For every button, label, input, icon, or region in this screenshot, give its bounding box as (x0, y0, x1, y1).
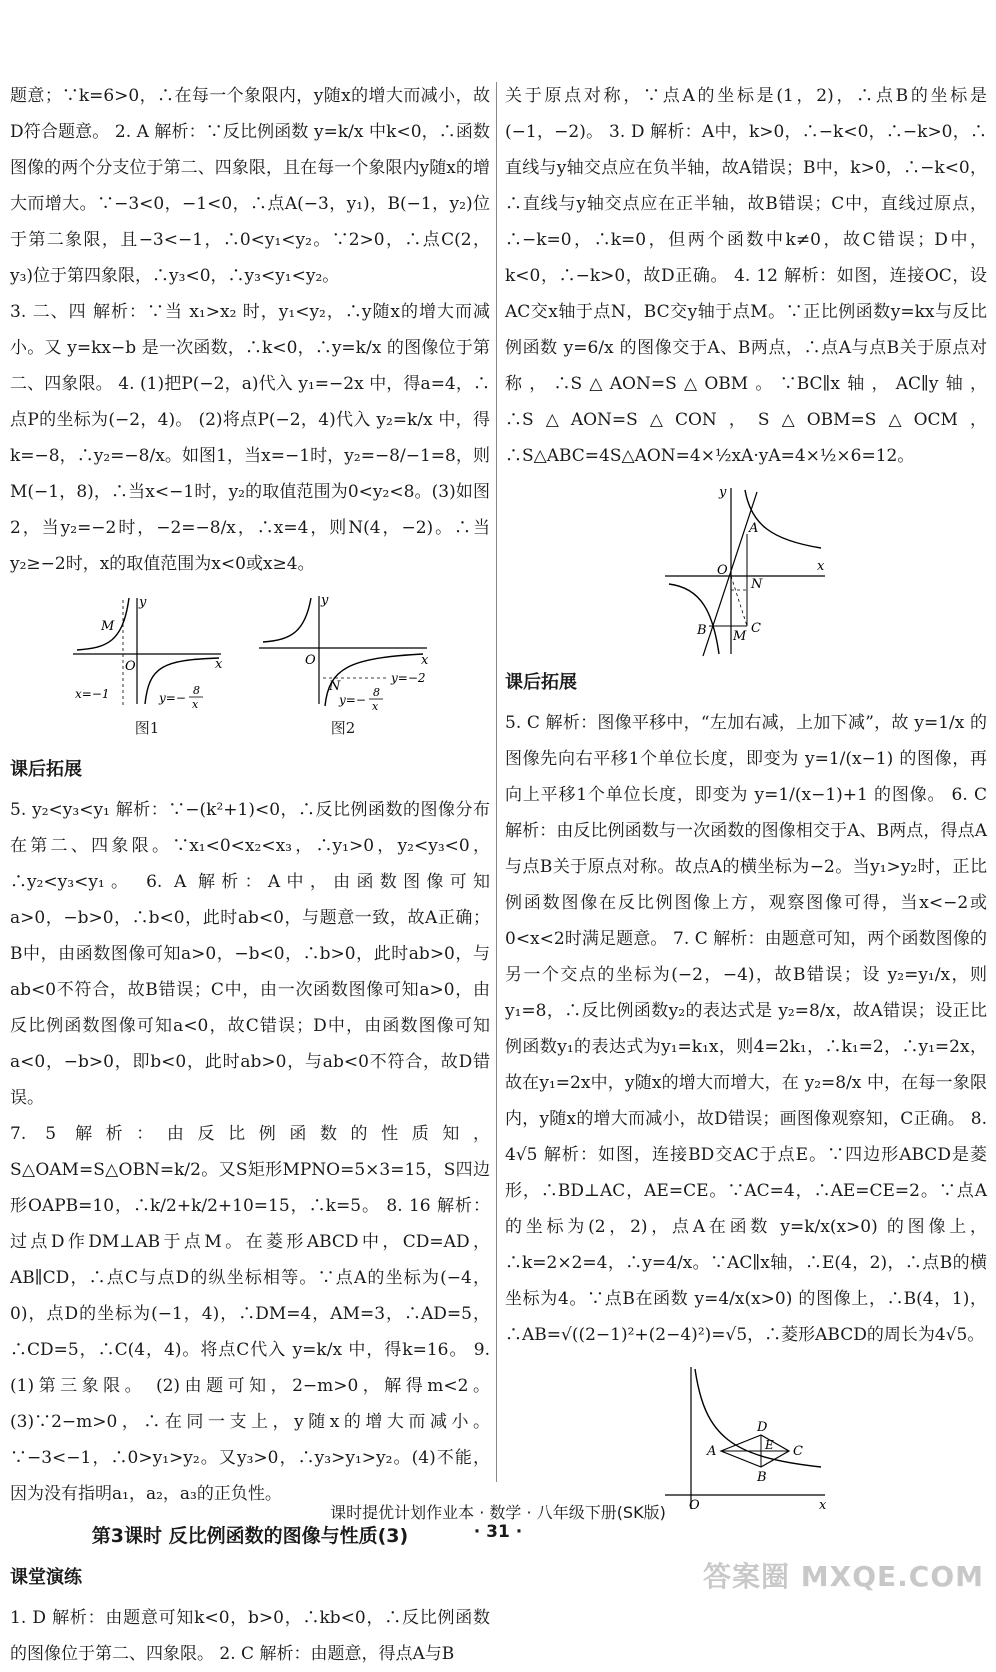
figabc-a-label: A (749, 521, 759, 536)
figure-2 (253, 592, 433, 746)
figure-2-caption: 图2 (330, 719, 356, 737)
answer-paragraph: 1. D 解析：由题意可知k<0，b>0，∴kb<0，∴反比例函数的图像位于第二、四象限。 2. C 解析：由题意，得点A与B (10, 1608, 490, 1664)
figrh-e-label: E (765, 1438, 774, 1452)
fig2-y-eq-right: y=−2 (391, 671, 426, 685)
section-heading-kehou-right: 课后拓展 (505, 672, 577, 693)
figure-row (10, 592, 490, 746)
figure-1-caption: 图1 (134, 719, 160, 737)
answer-paragraph: 5. y₂<y₃<y₁ 解析：∵−(k²+1)<0，∴反比例函数的图像分布在第二、四象限。∵x₁<0<x₂<x₃，∴y₁>0，y₂<y₃<0，∴y₂<y₃<y₁。 6. A 解析：A中，由函数图像可知a>0，−b>0，∴b<0，此时ab<0，与题意一致，故A正确；B中，由函数图像可知a>0，−b<0，∴b>0，此时ab>0，与ab<0不符合，故B错误；C中，由一次函数图像可知a>0，由反比例函数图像可知a<0，故C错误；D中，由函数图像可知a<0，−b>0，即b<0，此时ab>0，与ab<0不符合，故D错误。 (10, 800, 490, 1108)
figabc-c-label: C (751, 621, 761, 636)
fig2-y-eq-label: y=− (339, 693, 366, 707)
answer-paragraph: 3. 二、四 解析：∵当 x₁>x₂ 时，y₁<y₂，∴y随x的增大而减小。又 y=kx−b 是一次函数，∴k<0，∴y=k/x 的图像位于第二、四象限。 4. (1)把P(−2，a)代入 y₁=−2x 中，得a=4，∴点P的坐标为(−2，4)。 (2)将点P(−2，4)代入 y₂=k/x 中，得k=−8，∴y₂=−8/x。如图1，当x=−1时，y₂=−8/−1=8，则M(−1，8)，∴当x<−1时，y₂的取值范围为0<y₂<8。(3)如图2，当y₂=−2时，−2=−8/x，∴x=4，则N(4，−2)。∴当y₂≥−2时，x的取值范围为x<0或x≥4。 (10, 302, 490, 574)
figabc-origin-label: O (717, 563, 728, 578)
figabc-b-label: B (697, 623, 707, 638)
fig2-x-label: x (421, 653, 429, 668)
fig2-y-label: y (321, 593, 329, 608)
figrh-c-label: C (793, 1444, 803, 1459)
section-heading-ketang: 课堂演练 (10, 1567, 82, 1588)
fig2-n-label: N (329, 679, 341, 694)
figabc-m-label: M (733, 629, 747, 644)
watermark-logo: 答案圈 MXQE.COM (703, 1560, 984, 1593)
fig2-origin-label: O (305, 653, 316, 668)
figure-1 (67, 592, 227, 746)
fig1-frac-num: 8 (193, 684, 200, 697)
fig1-origin-label: O (125, 659, 136, 674)
figure-1-graph (67, 592, 227, 712)
fig2-frac-num: 8 (373, 686, 380, 699)
figrh-a-label: A (707, 1444, 717, 1459)
answer-paragraph: 关于原点对称，∵点A的坐标是(1，2)，∴点B的坐标是(−1，−2)。 3. D 解析：A中，k>0，∴−k<0，∴−k>0，∴直线与y轴交点应在负半轴，故A错误；B中，k>0，∴−k<0，∴直线与y轴交点应在正半轴，故B错误；C中，直线过原点，∴−k=0，∴k=0，但两个函数中k≠0，故C错误；D中，k<0，∴−k>0，故D正确。 4. 12 解析：如图，连接OC，设AC交x轴于点N，BC交y轴于点M。∵正比例函数y=kx与反比例函数 y=6/x 的图像交于A、B两点，∴点A与点B关于原点对称，∴S△AON=S△OBM。∵BC∥x轴，AC∥y轴，∴S△AON=S△CON，S△OBM=S△OCM，∴S△ABC=4S△AON=4×½xA·yA=4×½×6=12。 (505, 86, 987, 466)
figure-abc-graph (661, 484, 831, 659)
figure-row-right-2 (505, 1363, 987, 1513)
figure-row-right-1 (505, 484, 987, 659)
fig1-frac-den: x (192, 698, 199, 711)
figure-rhombus-graph (661, 1363, 831, 1513)
fig1-y-eq-label: y=− (159, 691, 186, 705)
fig2-frac-den: x (372, 700, 379, 712)
right-column (505, 78, 987, 1519)
figabc-n-label: N (751, 577, 763, 592)
answer-paragraph: 题意；∵k=6>0，∴在每一个象限内，y随x的增大而减小，故D符合题意。 2. A 解析：∵反比例函数 y=k/x 中k<0，∴函数图像的两个分支位于第二、四象限，且在每一个象限内y随x的增大而增大。∵−3<0，−1<0，∴点A(−3，y₁)，B(−1，y₂)位于第二象限，且−3<−1，∴0<y₁<y₂。∵2>0，∴点C(2，y₃)位于第四象限，∴y₃<0，∴y₃<y₁<y₂。 (10, 86, 490, 286)
figabc-y-label: y (719, 485, 727, 500)
figrh-d-label: D (757, 1420, 768, 1435)
figrh-b-label: B (757, 1470, 767, 1485)
section-heading-kehou: 课后拓展 (10, 759, 82, 780)
figure-2-graph (253, 592, 433, 712)
answer-paragraph: 5. C 解析：图像平移中，“左加右减，上加下减”，故 y=1/x 的图像先向右平移1个单位长度，即变为 y=1/(x−1) 的图像，再向上平移1个单位长度，即变为 y=1/(x−1)+1 的图像。 6. C 解析：由反比例函数与一次函数的图像相交于A、B两点，得点A与点B关于原点对称。故点A的横坐标为−2。当y₁>y₂时，正比例函数图像在反比例图像上方，观察图像可得，当x<−2或0<x<2时满足题意。 7. C 解析：由题意可知，两个函数图像的另一个交点的坐标为(−2，−4)，故B错误；设 y₂=y₁/x，则y₁=8，∴反比例函数y₂的表达式是 y₂=8/x，故A错误；设正比例函数y₁的表达式为y₁=k₁x，则4=2k₁，∴k₁=2，∴y₁=2x，故在y₁=2x中，y随x的增大而增大，在 y₂=8/x 中，在每一象限内，y随x的增大而减小，故D错误；画图像观察知，C正确。 8. 4√5 解析：如图，连接BD交AC于点E。∵四边形ABCD是菱形，∴BD⊥AC，AE=CE。∵AC=4，∴AE=CE=2。∵点A的坐标为(2，2)，点A在函数 y=k/x(x>0) 的图像上，∴k=2×2=4，∴y=4/x。∵AC∥x轴，∴E(4，2)，∴点B的横坐标为4。∵点B在函数 y=4/x(x>0) 的图像上，∴B(4，1)，∴AB=√((2−1)²+(2−4)²)=√5，∴菱形ABCD的周长为4√5。 (505, 713, 987, 1345)
column-divider (496, 82, 497, 1482)
fig1-x-label: x (215, 657, 223, 672)
figrh-x-label: x (819, 1498, 827, 1513)
figabc-x-label: x (817, 559, 825, 574)
left-column (10, 78, 490, 1672)
fig1-y-label: y (139, 595, 147, 610)
fig1-m-label: M (101, 619, 115, 634)
lesson-title: 第3课时 反比例函数的图像与性质(3) (91, 1525, 409, 1547)
answer-paragraph: 7. 5 解析：由反比例函数的性质知，S△OAM=S△OBN=k/2。又S矩形MPNO=5×3=15，S四边形OAPB=10，∴k/2+k/2+10=15，∴k=5。 8. 16 解析：过点D作DM⊥AB于点M。在菱形ABCD中，CD=AD，AB∥CD，∴点C与点D的纵坐标相等。∵点A的坐标为(−4，0)，点D的坐标为(−1，4)，∴DM=4，AM=3，∴AD=5，∴CD=5，∴C(4，4)。将点C代入 y=k/x 中，得k=16。 9. (1)第三象限。 (2)由题可知，2−m>0，解得m<2。 (3)∵2−m>0，∴在同一支上，y随x的增大而减小。∵−3<−1，∴0>y₁>y₂。又y₃>0，∴y₃>y₁>y₂。(4)不能，因为没有指明a₁，a₂，a₃的正负性。 (10, 1124, 490, 1504)
page-number: · 31 · (473, 1522, 523, 1542)
footer-book-title: 课时提优计划作业本 · 数学 · 八年级下册(SK版) (330, 1503, 666, 1522)
fig1-x-eq-label: x=−1 (75, 687, 110, 701)
figrh-origin-label: O (689, 1498, 700, 1513)
